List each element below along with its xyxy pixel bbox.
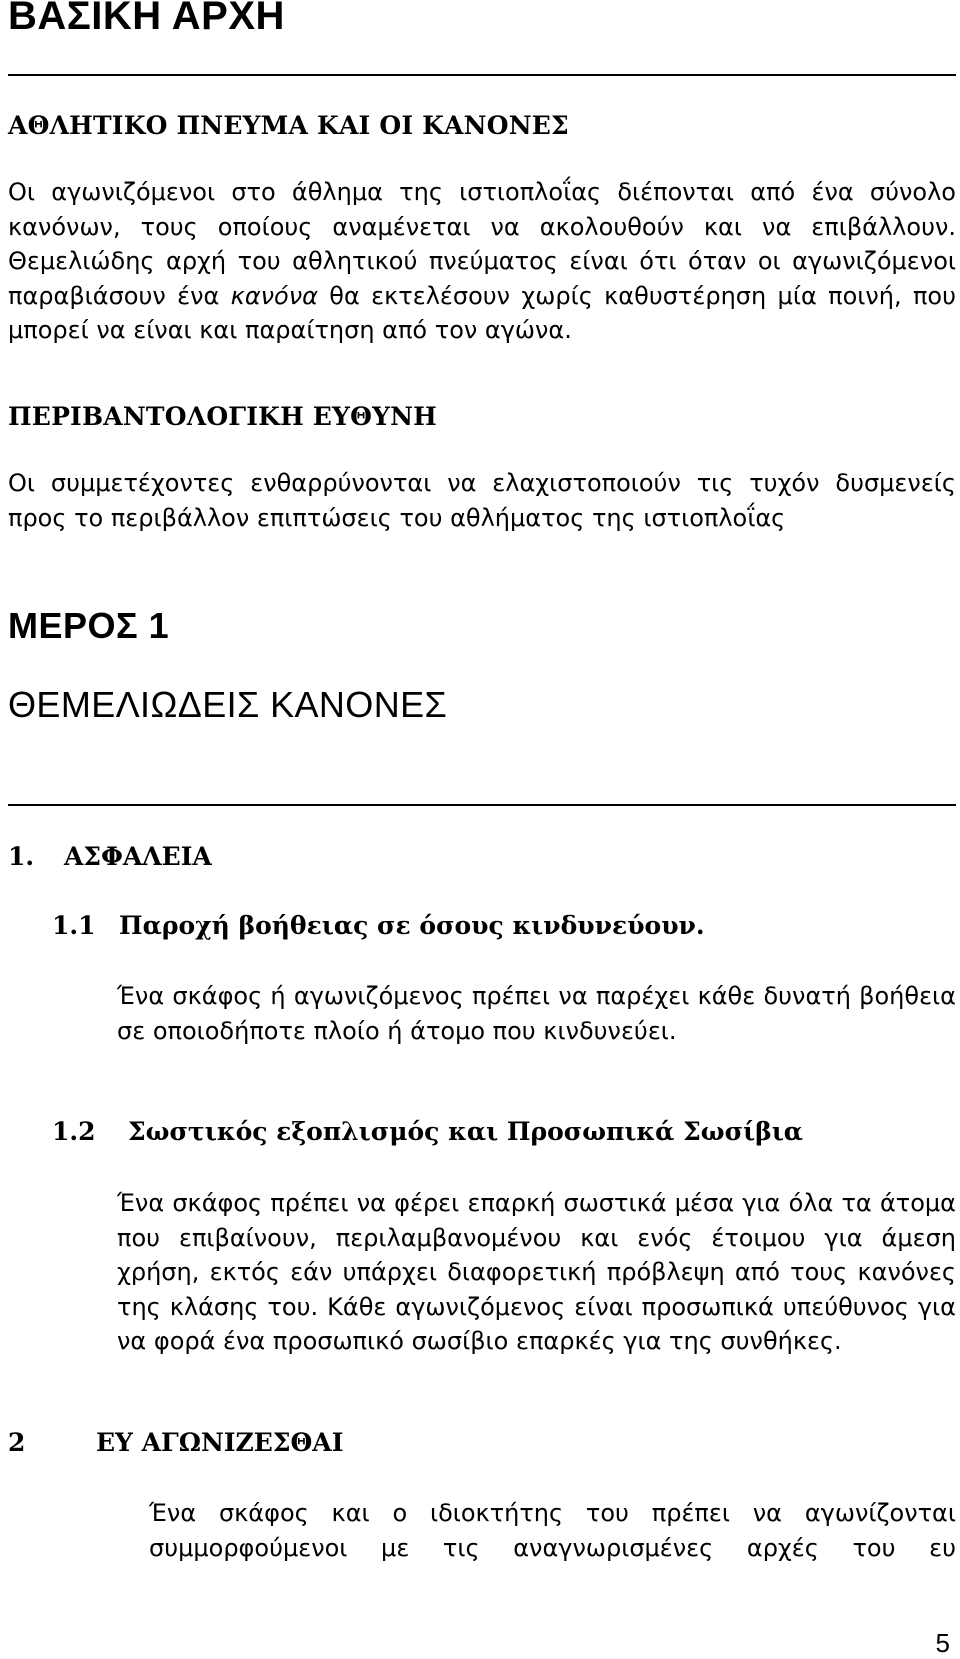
rule-1-1-title: Παροχή βοήθειας σε όσους κινδυνεύουν. [119,911,705,940]
rule-1-title: ΑΣΦΑΛΕΙΑ [64,842,212,871]
rule-1-1-text: Ένα σκάφος ή αγωνιζόμενος πρέπει να παρέχει κάθε δυνατή βοήθεια σε οποιοδήποτε πλοίο ή άτομο που κινδυνεύει. [117,982,956,1045]
rule-1-2-text: Ένα σκάφος πρέπει να φέρει επαρκή σωστικά μέσα για όλα τα άτομα που επιβαίνουν, περιλαμβανομένου και ενός έτοιμου για άμεση χρήση, εκτός εάν υπάρχει διαφορετική πρόβλεψη από τους κανόνες της κλάσης του. Κάθε αγωνιζόμενος είναι προσωπικά υπεύθυνος για να φορά ένα προσωπικό σωσίβιο επαρκές για της συνθήκες. [117,1189,956,1355]
page-title: ΒΑΣΙΚΗ ΑΡΧΗ [8,0,285,38]
sportsmanship-text-a: Οι αγωνιζόμενοι στο άθλημα της ιστιοπλοΐας διέπονται από ένα σύνολο κανόνων, τους οποίους αναμένεται να ακολουθούν και να επιβάλλουν. Θεμελιώδης αρχή του αθλητικού πνεύματος είναι ότι όταν οι αγωνιζόμενοι παραβιάσουν ένα [8,178,956,310]
rule-1-number: 1. [8,842,35,871]
section-heading-environment: ΠΕΡΙΒΑΝΤΟΛΟΓΙΚΗ ΕΥΘΥΝΗ [8,402,437,431]
rule-2-title: ΕΥ ΑΓΩΝΙΖΕΣΘΑΙ [96,1428,344,1457]
section-heading-sportsmanship: ΑΘΛΗΤΙΚΟ ΠΝΕΥΜΑ ΚΑΙ ΟΙ ΚΑΝΟΝΕΣ [8,111,569,140]
rule-2-text: Ένα σκάφος και ο ιδιοκτήτης του πρέπει να αγωνίζονται συμμορφούμενοι με τις αναγνωρισμένες αρχές του ευ [149,1499,956,1562]
rule-1-2-number: 1.2 [52,1117,96,1146]
sportsmanship-paragraph [8,175,956,348]
page-number: 5 [935,1628,950,1658]
rule-2-number: 2 [8,1428,26,1457]
rule-1-2-title: Σωστικός εξοπλισμός και Προσωπικά Σωσίβια [128,1117,804,1146]
part-divider [8,804,956,806]
part-title: ΜΕΡΟΣ 1 [8,605,170,646]
top-divider [8,74,956,76]
sportsmanship-text-b: θα εκτελέσουν χωρίς καθυστέρηση μία ποινή, που μπορεί να είναι και παραίτηση από τον αγώνα. [8,281,956,344]
environment-paragraph: Οι συμμετέχοντες ενθαρρύνονται να ελαχιστοποιούν τις τυχόν δυσμενείς προς το περιβάλλον επιπτώσεις του αθλήματος της ιστιοπλοΐας [8,469,956,532]
part-subtitle: ΘΕΜΕΛΙΩΔΕΙΣ ΚΑΝΟΝΕΣ [8,684,448,725]
rule-1-1-number: 1.1 [52,911,96,940]
rule-term-italic: κανόνα [230,281,318,310]
